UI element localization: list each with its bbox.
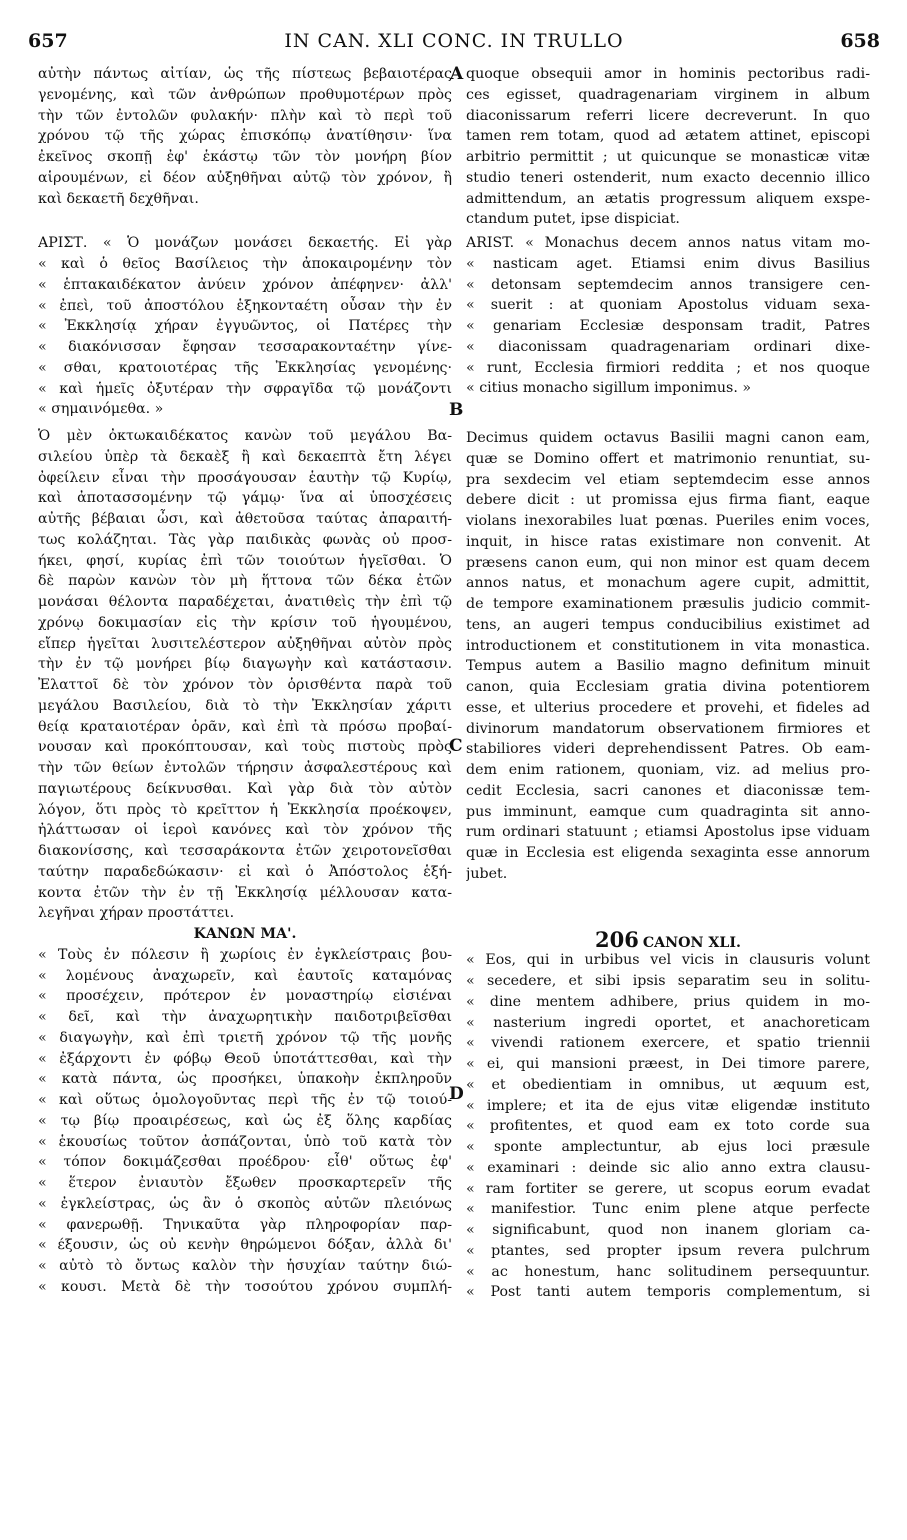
text-line: « διακόνισσαν ἔφησαν τεσσαρακονταέτην γίνε- <box>38 339 452 355</box>
text-line: κοντα ἐτῶν τὴν ἐν τῇ Ἐκκλησίᾳ μέλλουσαν κατα- <box>38 884 452 901</box>
text-line: « σημαινόμεθα. » <box>38 401 164 418</box>
text-line: δὲ παρὼν κανὼν τὸν μὴ ἥττονα τῶν δέκα ἐτῶν <box>38 573 452 590</box>
text-line: « αὐτὸ τὸ ὄντως καλὸν τὴν ἡσυχίαν ταύτην διώ- <box>38 1258 452 1274</box>
text-line: annos natus, et monachum agere cupit, admittit, <box>466 575 870 592</box>
text-line: Tempus autem a Basilio magno definitum minuit <box>466 658 870 675</box>
greek-intro-paragraph <box>38 64 452 209</box>
latin-canon-title: CANON XLI. <box>642 934 741 951</box>
text-line: « λομένους ἀναχωρεῖν, καὶ ἑαυτοῖς καταμόνας <box>38 967 452 984</box>
page-header <box>28 30 880 58</box>
text-line: dem enim rationem, quoniam, viz. ad melius pro- <box>466 762 870 778</box>
text-line: τὴν ἐν τῷ μονήρει βίῳ διαγωγὴν καὶ κατάστασιν. <box>38 656 452 673</box>
text-line: violans inexorabiles luat pœnas. Pueriles enim voces, <box>466 513 870 529</box>
text-line: « ἐπεὶ, τοῦ ἀποστόλου ἑξηκονταέτη οὖσαν τὴν ἐν <box>38 297 452 314</box>
text-line: « τόπον δοκιμάζεσθαι προέδρου· εἶθ' οὕτως ἐφ' <box>38 1154 452 1171</box>
text-line: αὐτῆς βέβαιαι ὦσι, καὶ ἀθετοῦσα ταύτας ἀπαραιτή- <box>38 511 452 527</box>
text-line: θείᾳ κραταιοτέραν ὁρᾶν, καὶ ἐπὶ τὰ πρόσω προβαί- <box>38 718 452 735</box>
text-line: « Ἐκκλησίᾳ χήραν ἐγγυῶντος, οἱ Πατέρες τὴν <box>38 318 452 335</box>
text-line: αὐτὴν πάντως αἰτίαν, ὡς τῆς πίστεως βεβαιοτέρας <box>38 66 452 82</box>
text-line: « suerit : at quoniam Apostolus viduam sexa- <box>466 297 870 314</box>
text-line: « citius monacho sigillum imponimus. » <box>466 380 752 397</box>
text-line: « examinari : deinde sic alio anno extra clausu- <box>466 1159 870 1176</box>
text-line: ἐκεῖνος σκοπῇ ἐφ' ἑκάστῳ τῶν τὸν μονήρη βίον <box>38 149 452 165</box>
text-line: « nasterium ingredi oportet, et anachoreticam <box>466 1014 870 1031</box>
text-line: « φανερωθῇ. Τηνικαῦτα γὰρ πληροφορίαν παρ- <box>38 1216 452 1233</box>
margin-marker-c: C <box>449 736 463 756</box>
text-line: λόγον, ὅτι πρὸς τὸ κρεῖττον ἡ Ἐκκλησία προέκοψεν, <box>38 801 452 818</box>
text-line: « ἕτερον ἐνιαυτὸν ἔξωθεν προσκαρτερεῖν τῆς <box>38 1175 452 1191</box>
greek-aristenus-paragraph <box>38 233 452 420</box>
text-line: « Eos, qui in urbibus vel vicis in clausuris volunt <box>466 952 870 969</box>
text-line: « Post tanti autem temporis complementum, si <box>466 1284 870 1301</box>
text-line: « ἐγκλείστρας, ὡς ἂν ὁ σκοπὸς αὐτῶν πλειόνως <box>38 1195 452 1212</box>
text-line: « dine mentem adhibere, prius quidem in mo- <box>466 993 870 1010</box>
text-line: καὶ ἀποτασσομένην τῷ γάμῳ· ἵνα αἱ ὑποσχέσεις <box>38 490 452 507</box>
text-line: « τῳ βίῳ προαιρέσεως, καὶ ὡς ἐξ ὅλης καρδίας <box>38 1112 452 1129</box>
text-line: « έξουσιν, ὡς οὐ κενὴν θηρώμενοι δόξαν, ἀλλὰ δι' <box>38 1237 452 1254</box>
text-line: « κουσι. Μετὰ δὲ τὴν τοσούτου χρόνου συμπλή- <box>38 1278 452 1295</box>
text-line: cedit Ecclesia, sacri canones et diaconissæ tem- <box>466 782 870 799</box>
text-line: « secedere, et sibi ipsis separatim seu in solitu- <box>466 973 870 989</box>
margin-marker-b: B <box>449 400 464 420</box>
text-line: « ἑκουσίως τοῦτον ἀσπάζονται, ὑπὸ τοῦ κατὰ τὸν <box>38 1133 452 1150</box>
text-line: « sponte amplectuntur, ab ejus loci præsule <box>466 1139 870 1155</box>
text-line: « καὶ ἡμεῖς ὀξυτέραν τὴν σφραγῖδα τῷ μονάζοντι <box>38 380 452 397</box>
text-line: tamen rem totam, quod ad ætatem attinet, episcopi <box>466 128 870 145</box>
text-line: « implere; et ita de ejus vitæ eligendæ instituto <box>466 1097 870 1114</box>
text-line: debere dicit : ut promissa ejus firma fiant, eaque <box>466 492 870 509</box>
text-line: διακονίσσης, καὶ τεσσαράκοντα ἐτῶν χειροτονεῖσθαι <box>38 843 452 859</box>
text-line: pus imminunt, eamque cum quadraginta sit anno- <box>466 803 870 820</box>
text-line: inquit, in hisce ratas existimare non convenit. At <box>466 533 870 550</box>
text-line: esse, et ulterius procedere et provehi, et fideles ad <box>466 699 870 716</box>
latin-canon-text <box>466 950 870 1303</box>
latin-commentary-paragraph <box>466 428 870 885</box>
section-number: 206 <box>595 929 639 951</box>
text-line: τὴν τῶν θείων ἐντολῶν τήρησιν ἀσφαλεστέρους καὶ <box>38 760 452 776</box>
text-line: « vivendi rationem exercere, et spatio triennii <box>466 1035 870 1052</box>
text-line: quæ in Ecclesia est eligenda sexaginta esse annorum <box>466 845 870 861</box>
text-line: stabiliores videri deprehendissent Patres. Ob eam- <box>466 741 870 758</box>
text-line: μεγάλου Βασιλείου, διὰ τὸ τὴν Ἐκκλησίαν χάριτι <box>38 697 452 714</box>
text-line: τὴν τῶν ἐντολῶν φυλακήν· πλὴν καὶ τὸ περὶ τοῦ <box>38 107 452 124</box>
text-line: præsens canon eum, qui non minor est quam decem <box>466 554 870 571</box>
text-line: Decimus quidem octavus Basilii magni canon eam, <box>466 430 870 446</box>
text-line: ctandum putet, ipse dispiciat. <box>466 211 680 228</box>
text-line: « ram fortiter se gerere, ut scopus eorum evadat <box>466 1180 870 1197</box>
latin-canon-heading <box>466 930 870 951</box>
text-line: « καὶ οὕτως ὁμολογοῦντας περὶ τῆς ἐν τῷ τοιού- <box>38 1092 452 1108</box>
greek-canon-heading: ΚΑΝΩΝ ΜΑ'. <box>193 926 297 942</box>
text-line: « ptantes, sed propter ipsum revera pulchrum <box>466 1242 870 1259</box>
text-line: « Τοὺς ἐν πόλεσιν ἢ χωρίοις ἐν ἐγκλείστραις βου- <box>38 946 452 963</box>
page-number-right: 658 <box>840 30 880 52</box>
text-line: « δεῖ, καὶ τὴν ἀναχωρητικὴν παιδοτριβεῖσθαι <box>38 1009 452 1025</box>
text-line: γενομένης, καὶ τῶν ἀνθρώπων προθυμοτέρων πρὸς <box>38 86 452 103</box>
text-line: χρόνῳ δοκιμασίαν εἰς τὴν κρίσιν τοῦ ἡγουμένου, <box>38 614 452 631</box>
text-line: « significabunt, quod non inanem gloriam ca- <box>466 1222 870 1238</box>
text-line: « κατὰ πάντα, ὡς προσήκει, ὑπακοὴν ἐκπληροῦν <box>38 1071 452 1088</box>
text-line: « et obedientiam in omnibus, ut æquum est, <box>466 1076 870 1093</box>
text-line: « detonsam septemdecim annos transigere cen- <box>466 276 870 293</box>
text-line: arbitrio permittit ; ut quicunque se monasticæ vitæ <box>466 149 870 165</box>
text-line: « ἐξάρχοντι ἐν φόβῳ Θεοῦ ὑποτάττεσθαι, καὶ τὴν <box>38 1050 452 1067</box>
text-line: introductionem et constitutionem in vita monastica. <box>466 637 870 654</box>
text-line: « ei, qui mansioni præest, in Dei timore parere, <box>466 1056 870 1072</box>
text-line: λεγῆναι χήραν προστάττει. <box>38 905 235 922</box>
text-line: καὶ δεκαετῆ δεχθῆναι. <box>38 190 199 207</box>
text-line: Ἐλαττοῖ δὲ τὸν χρόνον τὸν ὁρισθέντα παρὰ τοῦ <box>38 677 452 693</box>
text-line: de tempore examinationem præsulis judicio commit- <box>466 596 870 612</box>
greek-column <box>38 64 452 1298</box>
greek-commentary-paragraph <box>38 426 452 924</box>
text-line: « profitentes, et quod eam ex toto corde sua <box>466 1118 870 1135</box>
text-line: « genariam Ecclesiæ desponsam tradit, Patres <box>466 318 870 334</box>
latin-column <box>466 64 870 1303</box>
text-line: pra sexdecim vel etiam septemdecim esse annos <box>466 471 870 488</box>
text-line: divinorum mandatorum observationem firmiores et <box>466 720 870 737</box>
text-line: σιλείου ὑπὲρ τὰ δεκαὲξ ἢ καὶ δεκαεπτὰ ἔτη λέγει <box>38 448 452 465</box>
running-title: IN CAN. XLI CONC. IN TRULLO <box>284 30 624 52</box>
text-line: χρόνου τῷ τῆς χώρας ἐπισκόπῳ ἀνατίθησιν· ἵνα <box>38 128 452 145</box>
text-line: « προσέχειν, πρότερον ἐν μοναστηρίῳ εἰσιέναι <box>38 988 452 1005</box>
text-line: τως κολάζηται. Τὰς γὰρ παιδικὰς φωνὰς οὐ προσ- <box>38 531 452 548</box>
text-line: « nasticam aget. Etiamsi enim divus Basilius <box>466 255 870 272</box>
text-line: ήκει, φησί, κυρίας ἐπὶ τῶν τοιούτων ἡγεῖσθαι. Ὁ <box>38 552 452 569</box>
text-line: ταύτην παραδεδώκασιν· εἰ καὶ ὁ Ἀπόστολος ἑξή- <box>38 863 452 880</box>
text-line: « diaconissam quadragenariam ordinari dixe- <box>466 338 870 355</box>
text-line: jubet. <box>466 865 508 882</box>
text-line: ΑΡΙΣΤ. « Ὁ μονάζων μονάσει δεκαετής. Εἰ γὰρ <box>38 235 452 252</box>
margin-marker-a: A <box>450 64 464 84</box>
latin-intro-paragraph <box>466 64 870 230</box>
text-line: diaconissarum referri licere decreverunt. In quo <box>466 107 870 124</box>
text-line: παγιωτέρους δείκνυσθαι. Καὶ γὰρ διὰ τὸν αὐτὸν <box>38 780 452 797</box>
text-line: canon, quia Ecclesiam gratia divina potentiorem <box>466 679 870 695</box>
text-line: μονάσαι θέλοντα παραδέχεται, ἀνατιθεὶς τὴν ἐπὶ τῷ <box>38 594 452 610</box>
latin-aristenus-paragraph <box>466 233 870 399</box>
text-line: ὀφείλειν εἶναι τὴν προσάγουσαν ἑαυτὴν τῷ Κυρίῳ, <box>38 469 452 486</box>
text-line: ARIST. « Monachus decem annos natus vitam mo- <box>466 235 870 251</box>
text-line: « ac honestum, hanc solitudinem persequuntur. <box>466 1263 870 1280</box>
text-line: « manifestior. Tunc enim plene atque perfecte <box>466 1201 870 1218</box>
text-line: « runt, Ecclesia firmiori reddita ; et nos quoque <box>466 359 870 376</box>
text-line: quoque obsequii amor in hominis pectoribus radi- <box>466 66 870 82</box>
text-line: admittendum, an ætatis progressum aliquem exspe- <box>466 190 870 207</box>
text-line: « διαγωγὴν, καὶ ἐπὶ τριετῆ χρόνον τῷ τῆς μονῆς <box>38 1029 452 1046</box>
text-line: tens, an augeri tempus conducibilius existimet ad <box>466 616 870 633</box>
text-line: rum ordinari statuunt ; etiamsi Apostolus ipse viduam <box>466 824 870 841</box>
text-line: ces egisset, quadragenariam virginem in album <box>466 86 870 103</box>
greek-canon-text <box>38 945 452 1298</box>
text-line: αἱρουμένων, εἰ δέον αὐξηθῆναι αὐτῷ τὸν χρόνον, ἢ <box>38 169 452 186</box>
margin-marker-d: D <box>449 1084 464 1104</box>
text-line: studio teneri ostenderit, num exacto decennio illico <box>466 169 870 186</box>
text-line: Ὁ μὲν ὀκτωκαιδέκατος κανὼν τοῦ μεγάλου Βα- <box>38 428 452 444</box>
text-line: ἠλάττωσαν οἱ ἱεροὶ κανόνες καὶ τὸν χρόνον τῆς <box>38 822 452 839</box>
text-line: « καὶ ὁ θεῖος Βασίλειος τὴν ἀποκαιρομένην τὸν <box>38 256 452 272</box>
text-line: « ἑπτακαιδέκατον ἀνύειν χρόνον ἀπέφηνεν· ἀλλ' <box>38 276 452 293</box>
text-line: νουσαν καὶ προκόπτουσαν, καὶ τοὺς πιστοὺς πρὸς <box>38 739 452 756</box>
text-line: « σθαι, κρατοιοτέρας τῆς Ἐκκλησίας γενομένης· <box>38 359 452 376</box>
text-line: εἴπερ ἡγεῖται λυσιτελέστερον αὐξηθῆναι αὐτὸν πρὸς <box>38 635 452 652</box>
page-number-left: 657 <box>28 30 68 52</box>
text-line: quæ se Domino offert et matrimonio renuntiat, su- <box>466 450 870 467</box>
